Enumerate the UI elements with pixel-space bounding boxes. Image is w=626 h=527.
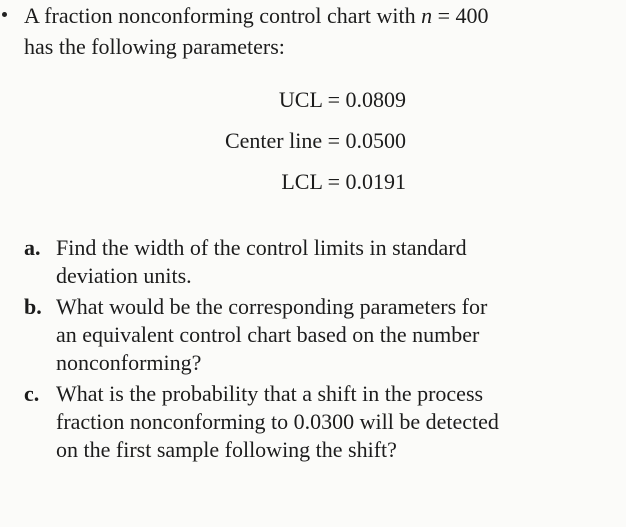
question-b <box>24 293 564 377</box>
question-c-line-2: fraction nonconforming to 0.0300 will be detected <box>56 409 499 434</box>
question-b-line-1: What would be the corresponding parameters for <box>56 294 488 319</box>
question-a <box>24 234 564 290</box>
bullet-icon <box>2 12 7 17</box>
question-c-line-1: What is the probability that a shift in the process <box>56 381 484 406</box>
intro-line-1-suffix: = 400 <box>432 3 489 28</box>
question-c <box>24 380 564 464</box>
center-line-equation: Center line = 0.0500 <box>224 128 406 153</box>
question-a-line-2: deviation units. <box>56 263 192 288</box>
intro-line-1-prefix: A fraction nonconforming control chart with <box>24 3 422 28</box>
question-b-line-3: nonconforming? <box>56 350 202 375</box>
question-a-line-1: Find the width of the control limits in standard <box>56 235 467 260</box>
intro-line-1 <box>24 0 604 31</box>
problem-intro <box>24 0 604 62</box>
question-c-label: c. <box>24 381 40 406</box>
intro-sample-size-variable: n <box>421 3 433 28</box>
question-c-line-3: on the first sample following the shift? <box>56 437 397 462</box>
ucl-equation: UCL = 0.0809 <box>278 87 406 112</box>
question-b-line-2: an equivalent control chart based on the number <box>56 322 480 347</box>
lcl-equation: LCL = 0.0191 <box>281 169 406 194</box>
question-a-label: a. <box>24 235 41 260</box>
intro-line-2: has the following parameters: <box>24 34 285 59</box>
question-b-label: b. <box>24 294 42 319</box>
